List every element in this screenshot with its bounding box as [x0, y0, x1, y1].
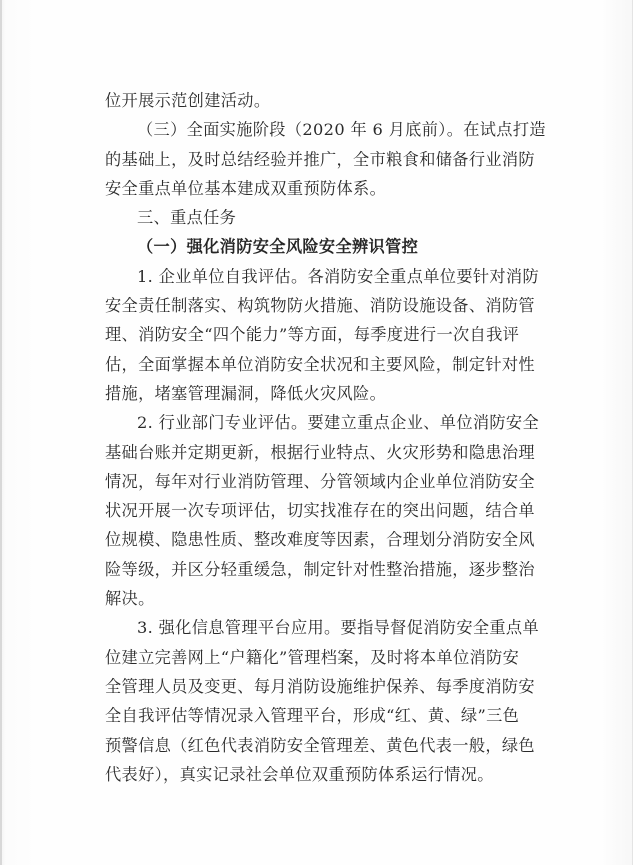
text-line: 险等级，并区分轻重缓急，制定针对性整治措施，逐步整治 [105, 559, 535, 579]
text-line: 位规模、隐患性质、整改难度等因素，合理划分消防安全风 [105, 530, 535, 550]
text-line: 安全重点单位基本建成双重预防体系。 [105, 178, 387, 198]
text-line: 的基础上，及时总结经验并推广，全市粮食和储备行业消防 [105, 149, 535, 169]
text-line: 预警信息（红色代表消防安全管理差、黄色代表一般，绿色 [105, 735, 535, 755]
text-line: 2. 行业部门专业评估。要建立重点企业、单位消防安全 [137, 413, 540, 433]
text-line: 估，全面掌握本单位消防安全状况和主要风险，制定针对性 [105, 354, 535, 374]
text-line: 解决。 [105, 589, 155, 609]
text-line: 位开展示范创建活动。 [105, 91, 271, 110]
text-line: 1. 企业单位自我评估。各消防安全重点单位要针对消防 [137, 266, 540, 286]
text-line: 3. 强化信息管理平台应用。要指导督促消防安全重点单 [137, 618, 540, 638]
document-body [105, 86, 546, 789]
scan-edge-left [0, 0, 2, 865]
text-line: 三、重点任务 [137, 208, 237, 228]
text-line: 基础台账并定期更新，根据行业特点、火灾形势和隐患治理 [105, 442, 535, 462]
text-line: 理、消防安全“四个能力”等方面，每季度进行一次自我评 [105, 325, 520, 345]
text-line: 位建立完善网上“户籍化”管理档案，及时将本单位消防安 [105, 647, 520, 667]
text-line: 代表好），真实记录社会单位双重预防体系运行情况。 [105, 764, 494, 784]
section-heading: （一）强化消防安全风险安全辨识管控 [137, 237, 419, 257]
text-line: 状况开展一次专项评估，切实找准存在的突出问题，结合单 [105, 501, 535, 521]
text-line: 措施，堵塞管理漏洞，降低火灾风险。 [105, 383, 387, 403]
text-line: 全自我评估等情况录入管理平台，形成“红、黄、绿”三色 [105, 706, 520, 726]
text-line: 情况，每年对行业消防管理、分管领域内企业单位消防安全 [105, 471, 535, 491]
text-line: 安全责任制落实、构筑物防火措施、消防设施设备、消防管 [105, 296, 535, 316]
text-line: （三）全面实施阶段（2020 年 6 月底前）。在试点打造 [137, 120, 546, 140]
text-line: 全管理人员及变更、每月消防设施维护保养、每季度消防安 [105, 676, 535, 696]
